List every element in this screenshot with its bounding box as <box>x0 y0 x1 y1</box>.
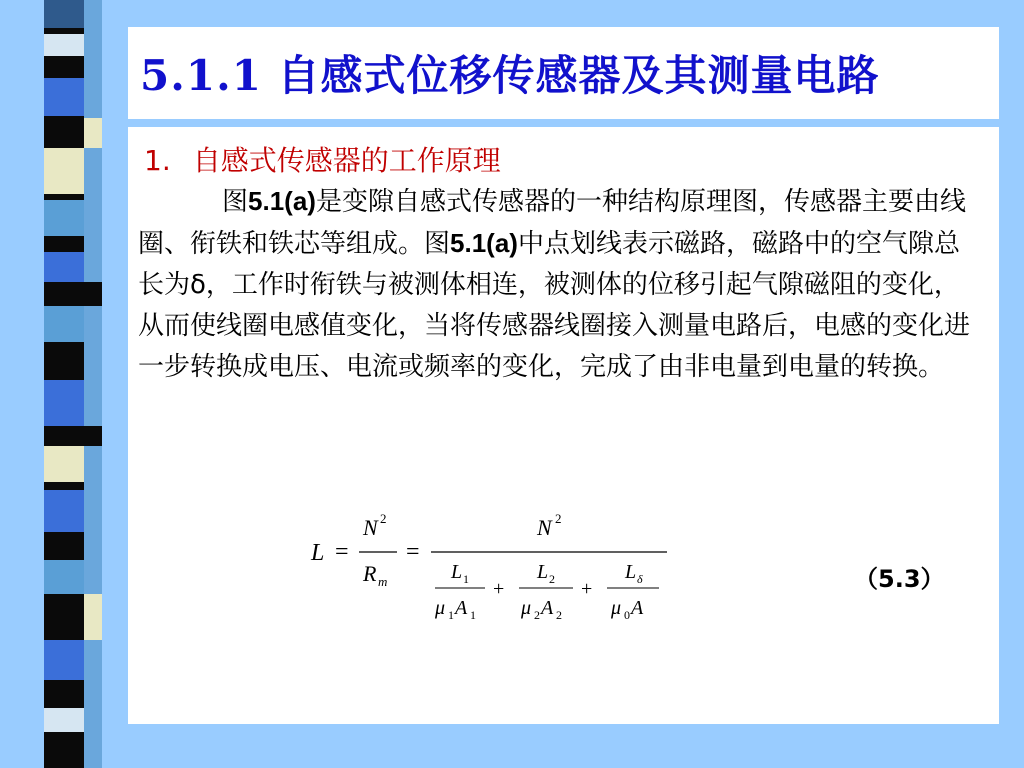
content-panel <box>128 127 999 724</box>
formula-R: R <box>363 561 377 586</box>
formula-N-top: N <box>363 515 378 540</box>
stripe-block <box>44 78 84 116</box>
stripe-block <box>44 490 84 532</box>
stripe-block <box>44 560 84 594</box>
body-text-2: 是变隙自感式传感器的一种结构原理图，传感器主要由线圈、衔铁和铁芯等组成。图 <box>138 187 966 259</box>
equation-number: （5.3） <box>854 565 945 593</box>
stripe-block <box>44 446 84 482</box>
formula-Ldelta-sub: δ <box>637 572 643 586</box>
formula-L2: L <box>537 561 549 583</box>
stripe-block <box>44 306 84 342</box>
inductance-formula <box>309 511 689 631</box>
slide-title: 5.1.1 自感式位移传感器及其测量电路 <box>140 51 880 100</box>
formula-Ldelta: L <box>625 561 637 583</box>
formula-mu1-sub: 1 <box>448 608 454 622</box>
formula-mu2: μ <box>521 597 532 619</box>
body-paragraph <box>138 181 983 388</box>
section-label: 自感式传感器的工作原理 <box>192 144 501 177</box>
formula-mu0: μ <box>611 597 622 619</box>
formula-mu1: μ <box>435 597 446 619</box>
formula-eq-1: = <box>335 539 349 565</box>
formula-A2-sub: 2 <box>556 608 562 622</box>
stripe-block <box>44 34 84 56</box>
stripe-edge <box>84 282 102 306</box>
formula-N-top-sq: 2 <box>380 511 387 526</box>
formula-N-right: N <box>537 515 552 540</box>
formula-A0: A <box>631 597 644 619</box>
stripe-block <box>44 708 84 732</box>
figure-ref-2: 5.1(a) <box>450 228 518 258</box>
formula-L1-sub: 1 <box>463 572 469 586</box>
stripe-block <box>44 148 84 194</box>
formula-A1-sub: 1 <box>470 608 476 622</box>
formula-A2: A <box>541 597 554 619</box>
formula-R-sub-m: m <box>378 574 388 589</box>
formula-plus-1: + <box>493 578 505 600</box>
stripe-edge <box>84 0 102 768</box>
title-banner <box>128 27 999 119</box>
stripe-block <box>44 380 84 426</box>
formula-plus-2: + <box>581 578 593 600</box>
formula-eq-2: = <box>406 539 420 565</box>
stripe-edge <box>84 118 102 148</box>
formula-A1: A <box>455 597 468 619</box>
stripe-block <box>44 0 84 28</box>
stripe-edge <box>84 594 102 640</box>
formula-L2-sub: 2 <box>549 572 555 586</box>
stripe-block <box>44 200 84 236</box>
body-text-3: 中点划线表示磁路，磁路中的空气隙总长为δ，工作时衔铁与被测体相连，被测体的位移引起气隙磁阻的变化，从而使线圈电感值变化，当将传感器线圈接入测量电路后，电感的变化进一步转换成电压、电流或频率的变化，完成了由非电量到电量的转换。 <box>138 229 971 382</box>
section-heading <box>144 139 501 179</box>
formula-N-right-sq: 2 <box>555 511 562 526</box>
decorative-stripe-column <box>0 0 122 768</box>
section-number: 1. <box>144 144 171 177</box>
body-text-1: 图 <box>222 187 249 217</box>
formula-mu2-sub: 2 <box>534 608 540 622</box>
stripe-block <box>44 252 84 282</box>
formula-lhs-L: L <box>311 540 325 566</box>
stripe-block <box>44 640 84 680</box>
stripe-edge <box>84 426 102 446</box>
formula-L1: L <box>451 561 463 583</box>
formula-mu0-sub: 0 <box>624 608 630 622</box>
figure-ref-1: 5.1(a) <box>248 186 316 216</box>
